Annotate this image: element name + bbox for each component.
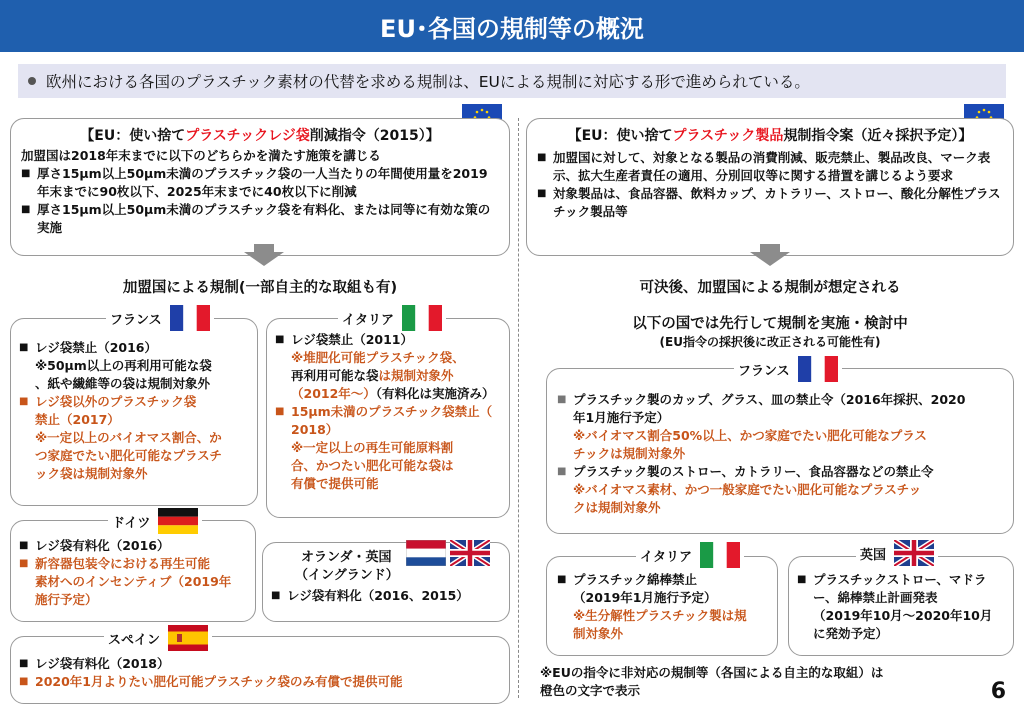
list-item: ■ レジ袋有料化（2016） — [19, 538, 170, 553]
note-text: 、紙や繊維等の袋は規制対象外 — [35, 376, 211, 391]
note-text: 禁止（2017） — [35, 412, 120, 427]
country-label-italy — [338, 305, 446, 331]
country-name: スペイン — [108, 632, 161, 648]
note-text: 再利用可能な袋は規制対象外 — [291, 368, 454, 383]
country-label-spain — [104, 625, 212, 651]
left-heading: 加盟国による規制(一部自主的な取組も有) — [122, 280, 398, 296]
netherlands-flag-icon — [406, 540, 446, 566]
country-name: （イングランド） — [295, 568, 399, 583]
list-item: ■ 厚さ15μm以上50μm未満のプラスチック袋を有料化、または同等に有効な策の実施 — [21, 202, 491, 235]
note-text: つ家庭でたい肥化可能なプラスチ — [35, 448, 222, 463]
note-text: 合、かつたい肥化可能な袋は — [291, 458, 454, 473]
note-text: ※一定以上のバイオマス割合、か — [35, 430, 222, 445]
right-subheading-note: (EU指令の採択後に改正される可能性有) — [659, 335, 881, 349]
italy-flag-icon — [700, 542, 740, 568]
germany-flag-icon — [158, 508, 198, 534]
list-item: ■ レジ袋以外のプラスチック袋 — [19, 394, 197, 409]
footnote-line: ※EUの指令に非対応の規制等（各国による自主的な取組）は — [540, 665, 884, 680]
note-text: ※50μm以上の再利用可能な袋 — [35, 358, 212, 373]
country-label-italy — [636, 542, 744, 568]
down-arrow-icon — [254, 244, 274, 252]
summary-banner — [18, 64, 1006, 98]
uk-flag-icon — [450, 540, 490, 566]
list-item: ■ プラスチック製のストロー、カトラリー、食品容器などの禁止令 — [557, 464, 934, 479]
list-item: ■ 2020年1月よりたい肥化可能プラスチック袋のみ有償で提供可能 — [19, 674, 403, 689]
country-name: ドイツ — [112, 515, 151, 531]
list-item: ■ レジ袋有料化（2018） — [19, 656, 170, 671]
france-product-regulation-box — [546, 368, 1014, 534]
right-heading: 可決後、加盟国による規制が想定される — [639, 280, 901, 296]
page-title: EU･各国の規制等の概況 — [0, 0, 1024, 52]
note-text: ※生分解性プラスチック製は規 — [573, 608, 747, 623]
list-item: ■ 対象製品は、食品容器、飲料カップ、カトラリー、ストロー、酸化分解性プラスチック製品等 — [537, 186, 1001, 219]
note-text: ー、綿棒禁止計画発表 — [813, 590, 938, 605]
eu-products-directive-title: 【EU：使い捨てプラスチック製品規制指令案（近々採択予定）】 — [567, 128, 973, 144]
uk-flag-icon — [894, 540, 934, 566]
list-item: ■ プラスチックストロー、マドラ — [797, 572, 987, 587]
down-arrow-icon — [750, 252, 790, 266]
down-arrow-icon — [760, 244, 780, 252]
page-number: 6 — [990, 679, 1006, 704]
france-bag-regulation-box — [10, 318, 258, 506]
list-item: ■ レジ袋有料化（2016、2015） — [271, 588, 469, 603]
list-item: ■ 加盟国に対して、対象となる製品の消費削減、販売禁止、製品改良、マーク表示、拡大生産者責任の適用、分別回収等に関する措置を講じるよう要求 — [537, 150, 991, 183]
footnote — [540, 664, 883, 700]
note-text: 制対象外 — [573, 626, 624, 641]
note-text: 有償で提供可能 — [291, 476, 379, 491]
spain-flag-icon — [168, 625, 208, 651]
country-name: フランス — [110, 312, 162, 328]
note-text: （2019年1月施行予定） — [573, 590, 717, 605]
country-name: オランダ・英国 — [301, 550, 392, 565]
list-item: ■ 新容器包装令における再生可能 — [19, 556, 211, 571]
eu-bag-intro: 加盟国は2018年末までに以下のどちらかを満たす施策を講じる — [21, 148, 381, 163]
note-text: （2019年10月～2020年10月 — [813, 608, 993, 623]
column-divider — [518, 118, 519, 698]
france-flag-icon — [170, 305, 210, 331]
list-item: ■ レジ袋禁止（2011） — [275, 332, 413, 347]
italy-bag-regulation-box — [266, 318, 510, 518]
italy-flag-icon — [402, 305, 442, 331]
note-text: 施行予定） — [35, 592, 98, 607]
country-label-uk — [856, 540, 938, 566]
france-flag-icon — [798, 356, 838, 382]
bullet-dot-icon — [28, 77, 36, 85]
note-text: ※一定以上の再生可能原料割 — [291, 440, 454, 455]
list-item: ■ プラスチック製のカップ、グラス、皿の禁止令（2016年採択、2020 — [557, 392, 966, 407]
note-text: に発効予定） — [813, 626, 889, 641]
italy-product-regulation-box — [546, 556, 778, 656]
note-text: ※バイオマス割合50%以上、かつ家庭でたい肥化可能なプラス — [573, 428, 927, 443]
note-text: （2012年～）（有料化は実施済み） — [291, 386, 495, 401]
country-name: フランス — [738, 363, 790, 379]
right-subheading: 以下の国では先行して規制を実施・検討中 — [632, 316, 908, 332]
country-name: イタリア — [640, 549, 693, 565]
note-text: クは規制対象外 — [573, 500, 661, 515]
country-name: イタリア — [342, 312, 395, 328]
note-text: チックは規制対象外 — [573, 446, 686, 461]
country-label-germany — [108, 508, 202, 534]
summary-text: 欧州における各国のプラスチック素材の代替を求める規制は、EUによる規制に対応する形で進められている。 — [46, 73, 810, 91]
germany-regulation-box — [10, 520, 256, 622]
list-item: ■ 厚さ15μm以上50μm未満のプラスチック袋の一人当たりの年間使用量を2019年末までに90枚以下、2025年末までに40枚以下に削減 — [21, 166, 488, 199]
spain-regulation-box — [10, 636, 510, 704]
note-text: 2018） — [291, 422, 339, 437]
note-text: ※堆肥化可能プラスチック袋、 — [291, 350, 465, 365]
country-name: 英国 — [860, 547, 887, 563]
country-label-france — [106, 305, 214, 331]
country-label-france — [734, 356, 842, 382]
list-item: ■ プラスチック綿棒禁止 — [557, 572, 698, 587]
note-text: 素材へのインセンティブ（2019年 — [35, 574, 232, 589]
uk-product-regulation-box — [788, 556, 1014, 656]
list-item: ■ レジ袋禁止（2016） — [19, 340, 157, 355]
footnote-line: 橙色の文字で表示 — [540, 683, 641, 698]
note-text: ック袋は規制対象外 — [35, 466, 148, 481]
eu-bag-directive-box — [10, 118, 510, 256]
eu-bag-directive-title: 【EU：使い捨てプラスチックレジ袋削減指令（2015）】 — [80, 128, 440, 144]
list-item: ■ 15μm未満のプラスチック袋禁止（ — [275, 404, 493, 419]
note-text: ※バイオマス素材、かつ一般家庭でたい肥化可能なプラスチッ — [573, 482, 922, 497]
eu-products-directive-box — [526, 118, 1014, 256]
down-arrow-icon — [244, 252, 284, 266]
note-text: 年1月施行予定） — [573, 410, 670, 425]
